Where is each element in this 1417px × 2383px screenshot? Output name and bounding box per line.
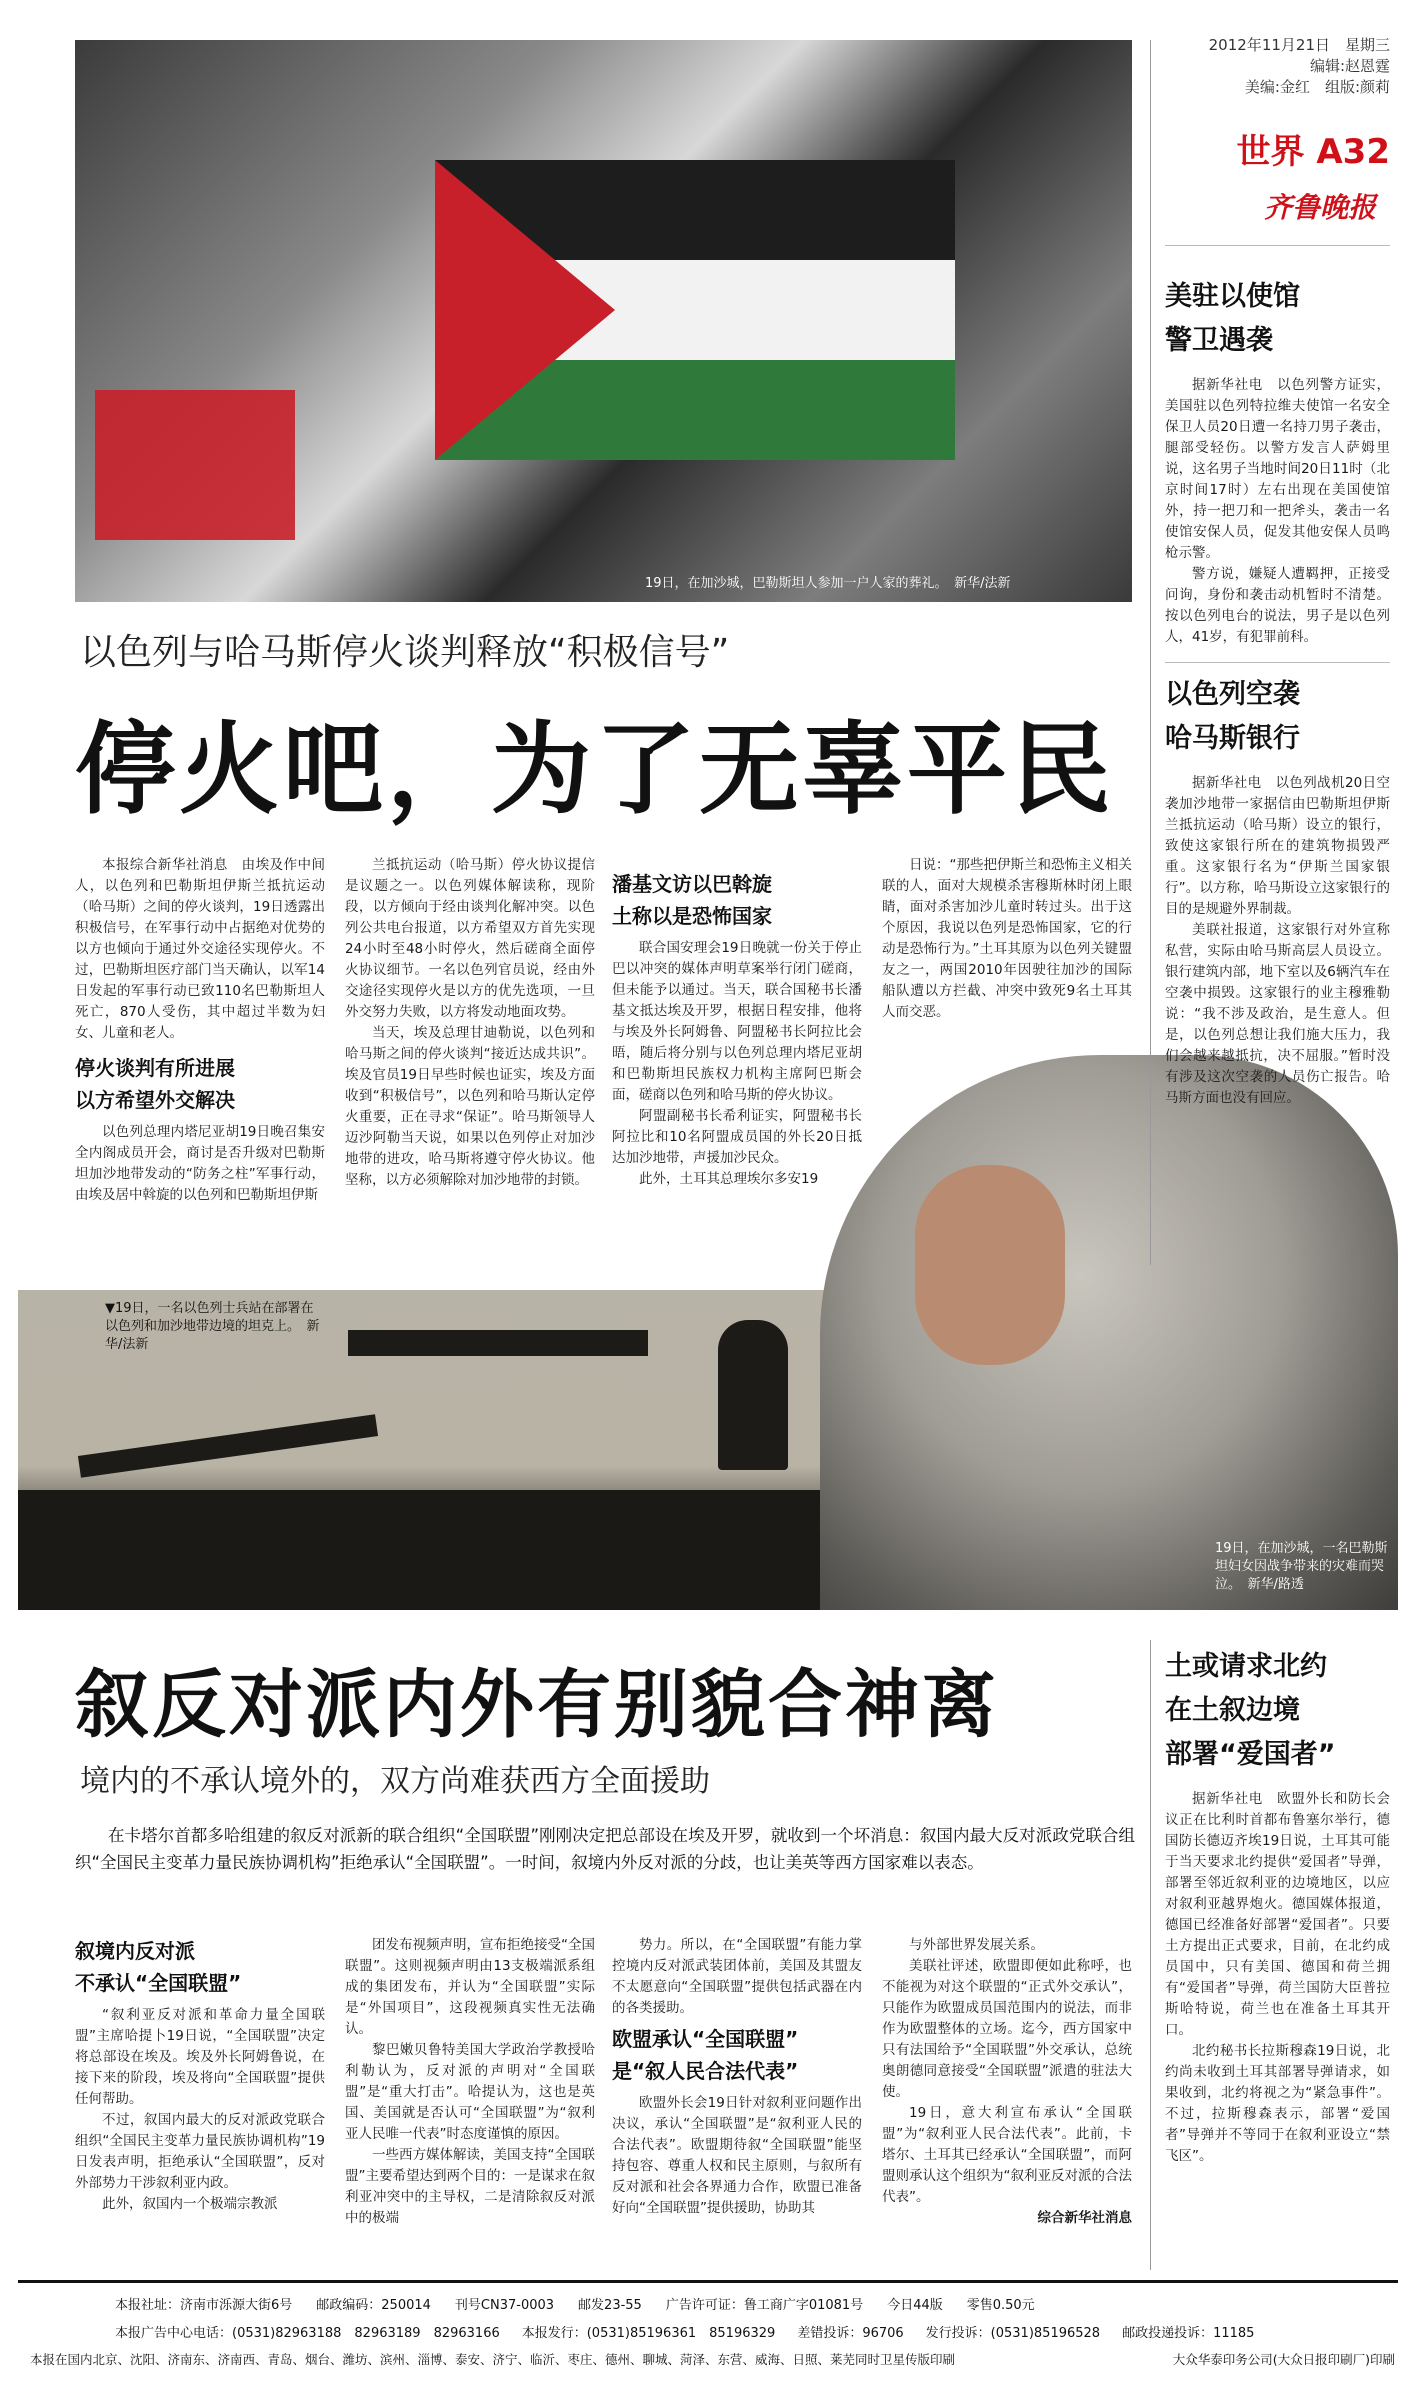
footer-pages: 今日44版 [887,2298,943,2313]
footer-address: 本报社址：济南市泺源大街6号 [115,2298,293,2313]
subheading: 土称以是恐怖国家 [612,904,772,928]
lead-paragraph: 在卡塔尔首都多哈组建的叙反对派新的联合组织“全国联盟”刚刚决定把总部设在埃及开罗，就收到一个坏消息：叙国内最大反对派政党联合组织“全国民主变革力量民族协调机构”拒绝承认“全国联盟”。一时间，叙境内外反对派的分歧，也让美英等西方国家难以表态。 [75,1826,1135,1872]
story-title: 哈马斯银行 [1165,723,1300,754]
paragraph: 据新华社电 欧盟外长和防长会议正在比利时首都布鲁塞尔举行，德国防长德迈齐埃19日说，土耳其可能于当天要求北约提供“爱国者”导弹，部署至邻近叙利亚的边境地区，以应对叙利亚越界炮火。德国媒体报道，德国已经准备好部署“爱国者”。只要土方提出正式要求，目前，在北约成员国中，只有美国、德国和荷兰拥有“爱国者”导弹，荷兰国防大臣普拉斯哈特说，荷兰也在准备土耳其开口。 [1165,1791,1390,2038]
story-title: 美驻以使馆 [1165,281,1300,312]
section-name: 世界 [1236,132,1305,172]
editor-credit: 编辑:赵恩霆 [1309,57,1390,75]
main-col-3 [612,868,862,1278]
paragraph: 美联社报道，这家银行对外宣称私营，实际由哈马斯高层人员设立。银行建筑内部，地下室以及6辆汽车在空袭中损毁。这家银行的业主穆雅勒说：“我不涉及政治，是生意人。但是，以色列总想让我们施大压力，我们会越来越抵抗，决不屈服。”暂时没有涉及这次空袭的人员伤亡报告。哈马斯方面也没有回应。 [1165,922,1390,1106]
syria-col-2 [345,1935,595,2265]
right-column [1165,275,1390,1275]
main-col-4 [882,855,1132,1055]
footer-distribution: 本报发行：(0531)85196361 85196329 [521,2326,776,2341]
tank-credit: 新华/法新 [105,1319,320,1352]
footer-post-complaint: 邮政投递投诉：11185 [1122,2326,1255,2341]
subheading: 是“叙人民合法代表” [612,2059,799,2083]
paragraph: 与外部世界发展关系。 [909,1937,1044,1953]
footer-row-2 [115,2322,1395,2341]
syria-headline: 叙反对派内外有别貌合神离 [75,1662,999,1748]
story-title: 以色列空袭 [1165,679,1300,710]
syria-lead [75,1822,1135,1876]
subheading: 欧盟承认“全国联盟” [612,2027,799,2051]
tank-caption-box [105,1300,325,1354]
tank-caption: ▼19日，一名以色列士兵站在部署在以色列和加沙地带边境的坦克上。 [105,1301,314,1334]
story-title: 部署“爱国者” [1165,1739,1336,1770]
syria-subhead: 境内的不承认境外的，双方尚难获西方全面援助 [80,1764,710,1799]
soldier-silhouette [718,1320,788,1470]
subheading: 以方希望外交解决 [75,1088,235,1112]
paragraph: 联合国安理会19日晚就一份关于停止巴以冲突的媒体声明草案举行闭门磋商，但未能予以通过。当天，联合国秘书长潘基文抵达埃及开罗，根据日程安排，他将与埃及外长阿姆鲁、阿盟秘书长阿拉比会晤，随后将分别与以色列总理内塔尼亚胡和巴勒斯坦民族权力机构主席阿巴斯会面，磋商以色列和哈马斯的停火协议。 [612,940,862,1103]
flag-graphic [95,390,295,540]
footer-postal: 邮发23-55 [578,2298,642,2313]
page-header [1165,35,1390,98]
footer-row-3 [30,2350,1395,2368]
paragraph: 本报综合新华社消息 由埃及作中间人，以色列和巴勒斯坦伊斯兰抵抗运动（哈马斯）之间的停火谈判，19日透露出积极信号，在军事行动中占据绝对优势的以方也倾向于通过外交途径实现停火。不过，巴勒斯坦医疗部门当天确认，以军14日发起的军事行动已致110名巴勒斯坦人死亡，870人受伤，其中超过半数为妇女、儿童和老人。 [75,857,325,1041]
paragraph: 日说：“那些把伊斯兰和恐怖主义相关联的人，面对大规模杀害穆斯林时闭上眼睛，面对杀害加沙儿童时转过头。出于这个原因，我说以色列是恐怖国家，它的行动是恐怖行为。”土耳其原为以色列关键盟友之一，两国2010年因驶往加沙的国际船队遭以方拦截、冲突中致死9名土耳其人而交恶。 [882,857,1132,1020]
page-number: A32 [1316,132,1390,172]
subheading: 潘基文访以巴斡旋 [612,872,772,896]
paragraph: 团发布视频声明，宣布拒绝接受“全国联盟”。这则视频声明由13支极端派系组成的集团发布，并认为“全国联盟”实际是“外国项目”，这段视频真实性无法确认。 [345,1937,595,2037]
paragraph: 势力。所以，在“全国联盟”有能力掌控境内反对派武装团体前，美国及其盟友不太愿意向“全国联盟”提供包括武器在内的各类援助。 [612,1937,862,2016]
paragraph: 据新华社电 以色列战机20日空袭加沙地带一家据信由巴勒斯坦伊斯兰抵抗运动（哈马斯）设立的银行，致使这家银行所在的建筑物损毁严重。这家银行名为“伊斯兰国家银行”。以方称，哈马斯设立这家银行的目的是规避外界制裁。 [1165,775,1390,917]
flag-graphic [435,160,955,460]
paragraph: 兰抵抗运动（哈马斯）停火协议提信是议题之一。以色列媒体解读称，现阶段，以方倾向于经由谈判化解冲突。以色列公共电台报道，以方希望双方首先实现24小时至48小时停火，然后磋商全面停火协议细节。一名以色列官员说，经由外交途径实现停火是以方的优先选项，一旦外交努力失败，以方将发动地面攻势。 [345,857,595,1020]
main-col-2 [345,855,595,1275]
paragraph: 美联社评述，欧盟即便如此称呼，也不能视为对这个联盟的“正式外交承认”，只能作为欧盟成员国范围内的说法，而非作为欧盟整体的立场。迄今，西方国家中只有法国给予“全国联盟”外交承认，总统奥朗德同意接受“全国联盟”派遣的驻法大使。 [882,1958,1132,2100]
paragraph: 欧盟外长会19日针对叙利亚问题作出决议，承认“全国联盟”是“叙利亚人民的合法代表”。欧盟期待叙“全国联盟”能坚持包容、尊重人权和民主原则，与叙所有反对派和社会各界通力合作，欧盟已准备好向“全国联盟”提供援助，协助其 [612,2095,862,2216]
story-title: 土或请求北约 [1165,1651,1327,1682]
paragraph: 当天，埃及总理甘迪勒说，以色列和哈马斯之间的停火谈判“接近达成共识”。埃及官员19日早些时候也证实，埃及方面收到“积极信号”，以色列和哈马斯认定停火重要，正在寻求“保证”。哈马斯领导人迈沙阿勒当天说，如果以色列停止对加沙地带的进攻，哈马斯将遵守停火协议。他坚称，以方必须解除对加沙地带的封锁。 [345,1025,595,1188]
main-kicker: 以色列与哈马斯停火谈判释放“积极信号” [80,632,730,673]
syria-col-4 [882,1935,1132,2265]
subheading: 不承认“全国联盟” [75,1971,242,1995]
paragraph: 此外，叙国内一个极端宗教派 [102,2196,278,2212]
paragraph: 此外，土耳其总理埃尔多安19 [639,1171,819,1187]
brand-logo: 齐鲁晚报 [1263,191,1376,224]
paragraph: 以色列总理内塔尼亚胡19日晚召集安全内阁成员开会，商讨是否升级对巴勒斯坦加沙地带发动的“防务之柱”军事行动，由埃及居中斡旋的以色列和巴勒斯坦伊斯 [75,1124,325,1203]
footer-row-1 [115,2294,1395,2313]
turkey-story [1165,1645,1390,2270]
paragraph: 19日，意大利宣布承认“全国联盟”为“叙利亚人民合法代表”。此前，卡塔尔、土耳其已经承认“全国联盟”，而阿盟则承认这个组织为“叙利亚反对派的合法代表”。 [882,2105,1132,2205]
funeral-photo [75,40,1132,602]
design-credit: 美编:金红 组版:颜莉 [1244,78,1390,96]
section-label [1210,124,1390,173]
footer-postcode: 邮政编码：250014 [316,2298,431,2313]
machine-gun-silhouette [348,1330,648,1356]
photo-caption: 19日，在加沙城，巴勒斯坦人参加一户人家的葬礼。 [645,576,942,591]
woman-credit: 新华/路透 [1247,1577,1304,1592]
footer-printer: 大众华泰印务公司(大众日报印刷厂)印刷 [1172,2352,1395,2367]
footer-dist-complaint: 发行投诉：(0531)85196528 [925,2326,1101,2341]
footer-issn: 刊号CN37-0003 [454,2298,555,2313]
face-graphic [915,1165,1065,1365]
tank-silhouette [18,1490,878,1610]
photo-credit: 新华/法新 [954,576,1011,591]
paragraph: 黎巴嫩贝鲁特美国大学政治学教授哈利勒认为，反对派的声明对“全国联盟”是“重大打击”。哈提认为，这也是英国、美国就是否认可“全国联盟”为“叙利亚人民唯一代表”时态度谨慎的原因。 [345,2042,595,2142]
issue-date: 2012年11月21日 星期三 [1208,36,1390,54]
subheading: 叙境内反对派 [75,1939,195,1963]
paragraph: 北约秘书长拉斯穆森19日说，北约尚未收到土耳其部署导弹请求，如果收到，北约将视之为“紧急事件”。不过，拉斯穆森表示，部署“爱国者”导弹并不等同于在叙利亚设立“禁飞区”。 [1165,2043,1390,2164]
footer-print-sites: 本报在国内北京、沈阳、济南东、济南西、青岛、烟台、潍坊、滨州、淄博、泰安、济宁、临沂、枣庄、德州、聊城、菏泽、东营、威海、日照、莱芜同时卫星传版印刷 [30,2352,956,2367]
story-title: 警卫遇袭 [1165,325,1273,356]
paragraph: 不过，叙国内最大的反对派政党联合组织“全国民主变革力量民族协调机构”19日发表声明，拒绝承认“全国联盟”，反对外部势力干涉叙利亚内政。 [75,2112,325,2191]
paragraph: 一些西方媒体解读，美国支持“全国联盟”主要希望达到两个目的：一是谋求在叙利亚冲突中的主导权，二是清除叙反对派中的极端 [345,2147,595,2226]
footer-ad-phone: 本报广告中心电话：(0531)82963188 82963189 82963166 [115,2326,500,2341]
woman-caption: 19日，在加沙城，一名巴勒斯坦妇女因战争带来的灾难而哭泣。 [1215,1541,1388,1592]
paragraph: “叙利亚反对派和革命力量全国联盟”主席哈提卜19日说，“全国联盟”决定将总部设在埃及。埃及外长阿姆鲁说，在接下来的阶段，埃及将向“全国联盟”提供任何帮助。 [75,2007,325,2107]
footer-price: 零售0.50元 [966,2298,1035,2313]
footer-license: 广告许可证：鲁工商广字01081号 [665,2298,864,2313]
story-title: 在土叙边境 [1165,1695,1300,1726]
paragraph: 阿盟副秘书长希利证实，阿盟秘书长阿拉比和10名阿盟成员国的外长20日抵达加沙地带，声援加沙民众。 [612,1108,862,1166]
paragraph: 据新华社电 以色列警方证实，美国驻以色列特拉维夫使馆一名安全保卫人员20日遭一名持刀男子袭击，腿部受轻伤。以警方发言人萨姆里说，这名男子当地时间20日11时（北京时间17时）左右出现在美国使馆外，持一把刀和一把斧头，袭击一名使馆安保人员，促发其他安保人员鸣枪示警。 [1165,377,1390,561]
main-headline: 停火吧，为了无辜平民 [75,711,1115,828]
sign-off: 综合新华社消息 [1037,2210,1132,2226]
footer-complaint: 差错投诉：96706 [797,2326,904,2341]
machine-gun-silhouette [78,1414,378,1478]
syria-col-3 [612,1935,862,2265]
subheading: 停火谈判有所进展 [75,1056,235,1080]
syria-col-1 [75,1935,325,2265]
paragraph: 警方说，嫌疑人遭羁押，正接受问询，身份和袭击动机暂时不清楚。按以色列电台的说法，男子是以色列人，41岁，有犯罪前科。 [1165,566,1390,645]
main-col-1 [75,855,325,1325]
